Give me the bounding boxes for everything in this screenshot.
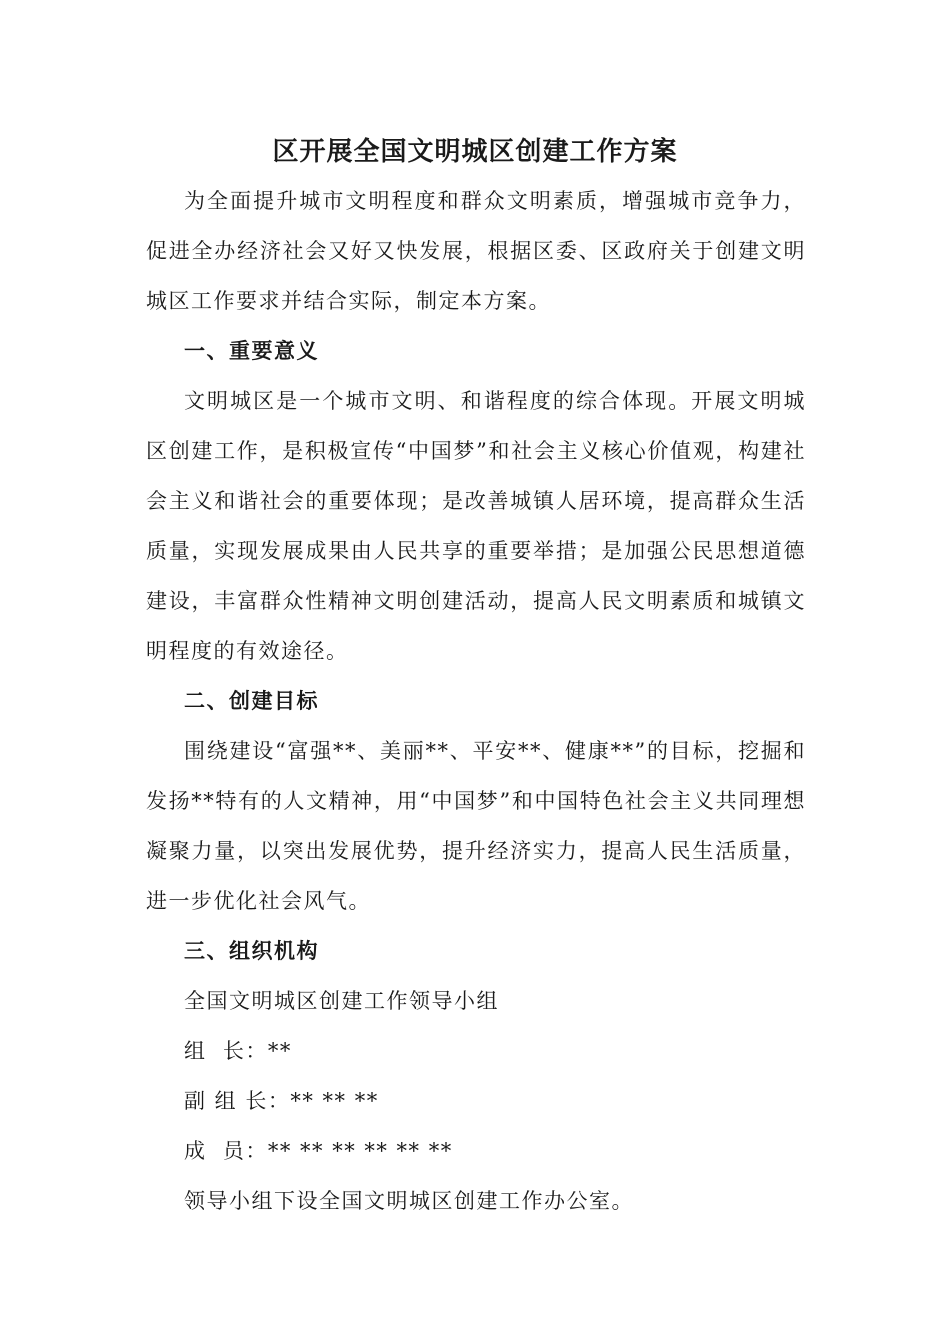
significance-paragraph: 文明城区是一个城市文明、和谐程度的综合体现。开展文明城区创建工作，是积极宣传“中国梦”和社会主义核心价值观，构建社会主义和谐社会的重要体现；是改善城镇人居环境，提高群众生活质量，实现发展成果由人民共享的重要举措；是加强公民思想道德建设，丰富群众性精神文明创建活动，提高人民文明素质和城镇文明程度的有效途径。 [146, 389, 806, 663]
deputy-leader-line: 副 组 长：** ** ** [184, 1089, 379, 1113]
goals-paragraph: 围绕建设“富强**、美丽**、平安**、健康**”的目标，挖掘和发扬**特有的人文精神，用“中国梦”和中国特色社会主义共同理想凝聚力量，以突出发展优势，提升经济实力，提高人民生活质量，进一步优化社会风气。 [146, 739, 806, 913]
group-leader-line: 组 长：** [184, 1039, 292, 1063]
intro-paragraph: 为全面提升城市文明程度和群众文明素质，增强城市竞争力，促进全办经济社会又好又快发展，根据区委、区政府关于创建文明城区工作要求并结合实际，制定本方案。 [146, 189, 806, 313]
section-heading-significance: 一、重要意义 [184, 338, 319, 363]
leading-group-name: 全国文明城区创建工作领导小组 [184, 989, 499, 1013]
section-heading-goals: 二、创建目标 [184, 688, 319, 713]
document-body [146, 176, 806, 1226]
office-line: 领导小组下设全国文明城区创建工作办公室。 [184, 1189, 634, 1213]
document-title: 区开展全国文明城区创建工作方案 [272, 137, 678, 167]
members-line: 成 员：** ** ** ** ** ** [184, 1139, 453, 1163]
section-heading-organization: 三、组织机构 [184, 938, 319, 963]
